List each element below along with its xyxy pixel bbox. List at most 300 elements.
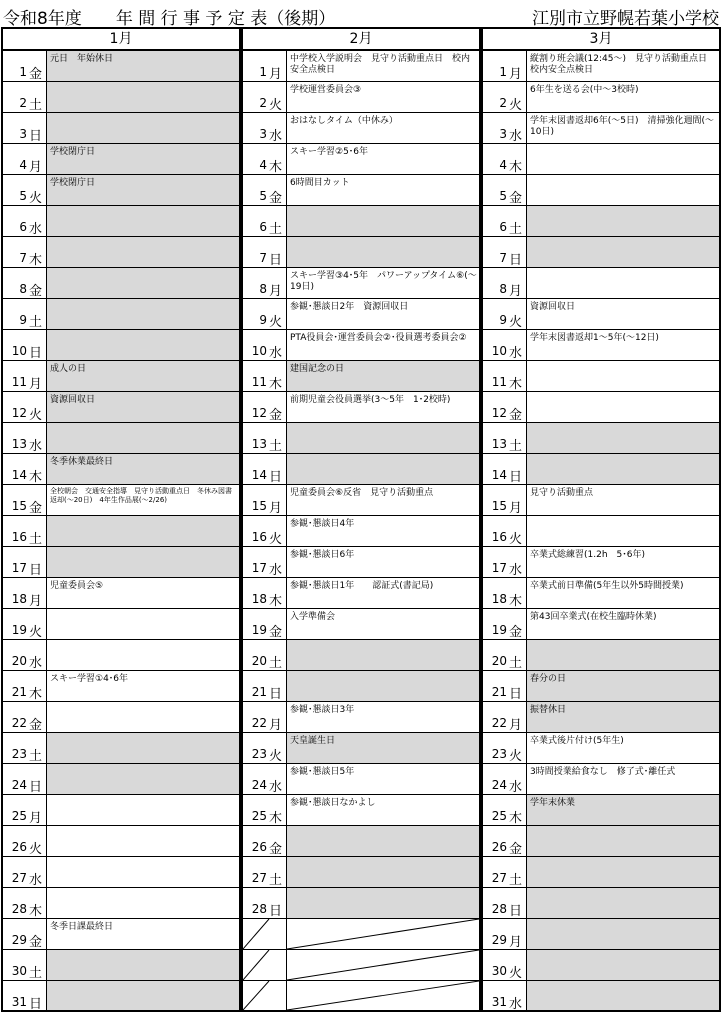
day-number: 11 [251,375,267,389]
table-row [241,795,481,826]
event-cell: 参観･懇談日5年 [290,767,355,777]
weekday: 木 [29,237,47,267]
table-row [481,826,721,857]
table-row [481,423,721,454]
table-row [1,237,241,268]
empty-weekday [269,981,287,1010]
weekday: 木 [269,578,287,608]
weekday: 月 [269,51,287,81]
weekday: 火 [269,299,287,329]
event-cell: スキー学習③4･5年 パワーアップタイム⑥(～19日) [290,271,477,292]
weekday: 木 [269,144,287,174]
day-number: 26 [491,840,507,854]
day-number: 10 [491,344,507,358]
event-cell: 学校閉庁日 [47,144,239,174]
weekday: 火 [269,733,287,763]
table-row [1,206,241,237]
table-row [241,764,481,795]
event-cell: 中学校入学説明会 見守り活動重点日 校内安全点検日 [290,54,471,75]
day-number: 15 [11,499,27,513]
event-cell [47,764,239,794]
event-cell [527,919,719,949]
event-cell [287,671,479,701]
table-row [1,144,241,175]
table-row [481,516,721,547]
weekday: 日 [29,330,47,360]
event-cell [47,516,239,546]
table-row [481,175,721,206]
day-number: 30 [491,964,507,978]
event-cell: 学年末休業 [527,795,719,825]
day-number: 20 [11,654,27,668]
day-number: 7 [19,251,27,265]
day-number: 11 [491,375,507,389]
month-header: 1月 [1,27,241,51]
event-cell [287,206,479,236]
table-row [481,268,721,299]
event-cell [527,454,719,484]
table-row [481,919,721,950]
event-cell: 冬季休業最終日 [47,454,239,484]
month-column-february [241,27,481,1024]
slash-line [287,981,479,1010]
day-number: 24 [11,778,27,792]
day-number: 19 [11,623,27,637]
event-cell [47,857,239,887]
table-row [1,702,241,733]
day-number: 14 [11,468,27,482]
event-cell [527,857,719,887]
table-row [481,51,721,82]
table-row [1,516,241,547]
table-row [241,733,481,764]
table-row [241,640,481,671]
table-row [481,950,721,981]
day-number: 21 [251,685,267,699]
day-number: 22 [491,716,507,730]
event-cell [47,609,239,639]
day-number: 19 [491,623,507,637]
event-cell [47,733,239,763]
weekday: 土 [509,206,527,236]
day-number: 8 [19,282,27,296]
weekday: 水 [29,640,47,670]
day-number: 12 [491,406,507,420]
table-row [1,764,241,795]
table-row [1,268,241,299]
month-header: 2月 [241,27,481,51]
event-cell [527,268,719,298]
weekday: 火 [509,82,527,112]
weekday: 木 [29,671,47,701]
empty-weekday [269,919,287,949]
weekday: 水 [269,113,287,143]
table-row [481,547,721,578]
event-cell [527,981,719,1010]
event-cell: 学年末図書返却6年(～5日) 清掃強化週間(～10日) [530,116,714,137]
weekday: 金 [269,175,287,205]
event-cell [47,888,239,918]
day-number: 13 [251,437,267,451]
event-cell [47,981,239,1010]
table-row [241,454,481,485]
day-number: 27 [251,871,267,885]
day-number: 21 [491,685,507,699]
table-row [1,392,241,423]
event-cell [47,640,239,670]
day-number: 10 [251,344,267,358]
day-number: 17 [251,561,267,575]
table-row [481,82,721,113]
day-number: 20 [491,654,507,668]
day-number: 29 [11,933,27,947]
table-row [481,392,721,423]
event-cell: 資源回収日 [47,392,239,422]
weekday: 金 [29,919,47,949]
weekday: 月 [29,144,47,174]
event-cell [47,113,239,143]
month-header: 3月 [481,27,721,51]
weekday: 金 [29,485,47,515]
day-number: 28 [11,902,27,916]
weekday: 日 [509,888,527,918]
table-row [481,609,721,640]
weekday: 月 [29,578,47,608]
table-row [481,578,721,609]
slash-line [243,950,269,980]
day-number: 12 [251,406,267,420]
weekday: 土 [269,423,287,453]
day-number: 6 [499,220,507,234]
table-row [241,361,481,392]
weekday: 水 [29,206,47,236]
day-number: 15 [251,499,267,513]
event-cell [527,144,719,174]
weekday: 火 [29,609,47,639]
weekday: 水 [509,113,527,143]
table-row [481,144,721,175]
table-row [1,609,241,640]
weekday: 土 [29,299,47,329]
day-rows [1,51,241,1012]
event-cell [527,175,719,205]
event-cell [287,423,479,453]
table-row [241,51,481,82]
table-row [481,795,721,826]
weekday: 木 [269,361,287,391]
day-number: 6 [19,220,27,234]
event-cell: 前期児童会役員選挙(3～5年 1･2校時) [290,395,451,405]
day-number: 20 [251,654,267,668]
day-number: 23 [491,747,507,761]
day-number: 31 [491,995,507,1009]
day-number: 2 [499,96,507,110]
event-cell: 振替休日 [527,702,719,732]
event-cell [47,423,239,453]
weekday: 土 [509,423,527,453]
table-row [481,702,721,733]
weekday: 金 [29,268,47,298]
event-cell [47,826,239,856]
event-cell [47,237,239,267]
day-number: 23 [251,747,267,761]
table-row [241,268,481,299]
day-number: 29 [491,933,507,947]
weekday: 木 [509,144,527,174]
table-row [1,113,241,144]
day-number: 22 [11,716,27,730]
table-row [241,299,481,330]
weekday: 木 [269,795,287,825]
event-cell: 第43回卒業式(在校生臨時休業) [530,612,657,622]
day-number: 24 [491,778,507,792]
weekday: 日 [509,671,527,701]
event-cell [287,454,479,484]
weekday: 金 [269,609,287,639]
table-row [1,950,241,981]
day-number: 3 [259,127,267,141]
event-cell [527,237,719,267]
table-row [481,857,721,888]
day-number: 27 [491,871,507,885]
weekday: 木 [509,361,527,391]
day-number: 3 [19,127,27,141]
day-number: 12 [11,406,27,420]
event-cell: スキー学習①4･6年 [50,674,129,684]
day-number: 17 [11,561,27,575]
day-number: 13 [11,437,27,451]
event-cell: 学校閉庁日 [47,175,239,205]
table-row [1,578,241,609]
day-number: 5 [19,189,27,203]
event-cell [527,392,719,422]
table-row [1,919,241,950]
weekday: 水 [509,764,527,794]
table-row [1,485,241,516]
weekday: 水 [29,423,47,453]
table-row [481,733,721,764]
event-cell [527,888,719,918]
day-number: 3 [499,127,507,141]
event-cell [527,423,719,453]
table-row [481,485,721,516]
event-cell: 参観･懇談日3年 [290,705,355,715]
table-row [241,857,481,888]
event-cell [287,888,479,918]
table-row [241,485,481,516]
table-row [241,547,481,578]
weekday: 金 [509,826,527,856]
weekday: 火 [29,175,47,205]
day-number: 15 [491,499,507,513]
day-number: 26 [11,840,27,854]
day-number: 4 [259,158,267,172]
event-cell: 児童委員会⑥反省 見守り活動重点 [290,488,434,498]
table-row [481,671,721,702]
table-row [241,671,481,702]
table-row [1,547,241,578]
weekday: 月 [509,51,527,81]
day-number: 14 [491,468,507,482]
table-row [1,733,241,764]
weekday: 木 [29,888,47,918]
table-row [1,454,241,485]
event-cell: 参観･懇談日6年 [290,550,355,560]
day-number: 18 [11,592,27,606]
table-row [481,299,721,330]
event-cell: 6年生を送る会(中～3校時) [530,85,639,95]
table-row [241,826,481,857]
event-cell [527,206,719,236]
day-number: 27 [11,871,27,885]
weekday: 日 [29,113,47,143]
weekday: 火 [509,950,527,980]
day-number: 13 [491,437,507,451]
weekday: 木 [29,454,47,484]
weekday: 日 [269,237,287,267]
weekday: 日 [509,454,527,484]
event-cell [47,206,239,236]
table-row [1,888,241,919]
table-row [241,888,481,919]
school-name: 江別市立野幌若葉小学校 [532,9,719,29]
empty-weekday [269,950,287,980]
event-cell [287,237,479,267]
event-cell: 参観･懇談日なかよし [290,798,376,808]
day-number: 16 [11,530,27,544]
table-row [481,888,721,919]
table-row [241,113,481,144]
table-row [241,330,481,361]
day-number: 21 [11,685,27,699]
weekday: 火 [29,392,47,422]
event-cell: 建国記念の日 [287,361,479,391]
table-row [1,51,241,82]
table-row [1,640,241,671]
weekday: 金 [509,392,527,422]
weekday: 金 [269,392,287,422]
day-number: 18 [491,592,507,606]
day-number: 9 [19,313,27,327]
slash-line [287,919,479,949]
table-row [481,113,721,144]
day-number: 28 [251,902,267,916]
table-row [241,919,481,950]
day-number: 5 [259,189,267,203]
day-number: 2 [259,96,267,110]
event-cell: 全校朝会 交通安全指導 見守り活動重点日 冬休み図書返却(～20日) 4年生作品展(～2/26) [50,487,232,504]
table-row [481,764,721,795]
table-row [241,578,481,609]
day-number: 1 [499,65,507,79]
event-cell: 見守り活動重点 [530,488,594,498]
weekday: 日 [509,237,527,267]
event-cell: 天皇誕生日 [287,733,479,763]
event-cell [527,361,719,391]
day-number: 17 [491,561,507,575]
day-number: 10 [11,344,27,358]
day-number: 9 [259,313,267,327]
weekday: 土 [29,950,47,980]
event-cell: 卒業式総練習(1.2h 5･6年) [530,550,645,560]
day-number: 19 [251,623,267,637]
event-cell [287,640,479,670]
page-title: 令和8年度 年 間 行 事 予 定 表（後期） [3,9,336,29]
slash-line [243,981,269,1010]
weekday: 火 [509,516,527,546]
table-row [1,981,241,1012]
day-number: 8 [259,282,267,296]
table-row [481,206,721,237]
weekday: 土 [29,82,47,112]
weekday: 月 [29,361,47,391]
event-cell: 入学準備会 [290,612,336,622]
day-number: 24 [251,778,267,792]
day-number: 7 [499,251,507,265]
event-cell: 児童委員会⑤ [50,581,104,591]
weekday: 水 [509,330,527,360]
event-cell: 資源回収日 [530,302,576,312]
event-cell: 縦割り班会議(12:45～) 見守り活動重点日 校内安全点検日 [530,54,716,75]
table-row [241,516,481,547]
table-row [241,702,481,733]
day-number: 2 [19,96,27,110]
event-cell [287,857,479,887]
table-row [481,330,721,361]
event-cell: 学校運営委員会③ [290,85,362,95]
day-number: 23 [11,747,27,761]
slash-line [287,950,479,980]
weekday: 木 [509,578,527,608]
day-number: 18 [251,592,267,606]
weekday: 日 [269,671,287,701]
table-row [241,175,481,206]
table-row [481,237,721,268]
day-number: 26 [251,840,267,854]
weekday: 木 [509,795,527,825]
event-cell [47,268,239,298]
table-row [241,237,481,268]
table-row [481,361,721,392]
day-number: 8 [499,282,507,296]
month-column-january [1,27,241,1024]
event-cell [47,795,239,825]
event-cell: 冬季日課最終日 [50,922,114,932]
event-cell [287,826,479,856]
day-number: 25 [251,809,267,823]
day-number: 4 [499,158,507,172]
day-rows [241,51,481,1012]
weekday: 日 [29,981,47,1010]
table-row [1,671,241,702]
day-number: 6 [259,220,267,234]
table-row [241,950,481,981]
event-cell: おはなしタイム（中休み） [290,116,398,126]
day-number: 28 [491,902,507,916]
day-number: 1 [259,65,267,79]
event-cell [527,640,719,670]
weekday: 火 [29,826,47,856]
weekday: 火 [269,82,287,112]
day-number: 30 [11,964,27,978]
day-number: 16 [491,530,507,544]
table-row [1,82,241,113]
event-cell: 卒業式前日準備(5年生以外5時間授業) [530,581,684,591]
weekday: 月 [269,702,287,732]
weekday: 水 [509,981,527,1010]
day-number: 5 [499,189,507,203]
weekday: 水 [29,857,47,887]
